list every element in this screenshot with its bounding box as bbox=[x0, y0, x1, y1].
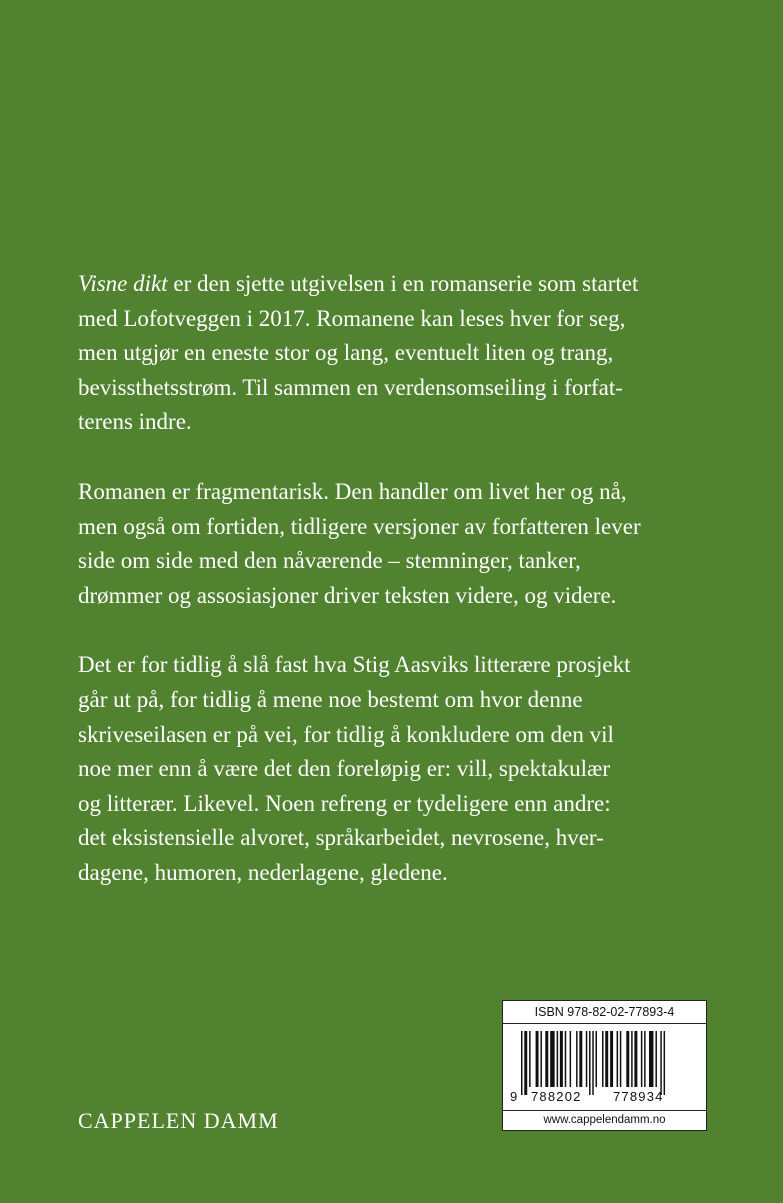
barcode-bar bbox=[660, 1031, 661, 1095]
barcode-bar bbox=[576, 1031, 577, 1087]
barcode-bar bbox=[579, 1031, 582, 1087]
barcode-bar bbox=[617, 1031, 618, 1087]
barcode-bar bbox=[529, 1031, 530, 1087]
blurb-line: går ut på, for tidlig å mene noe bestemt om hvor denne bbox=[78, 686, 583, 712]
blurb-line: det eksistensielle alvoret, språkarbeidet, nevrosene, hver- bbox=[78, 825, 604, 851]
blurb-line: dagene, humoren, nederlagene, gledene. bbox=[78, 859, 448, 885]
isbn-barcode-box bbox=[502, 1000, 707, 1131]
barcode-bar bbox=[586, 1031, 587, 1087]
blurb-line: men også om fortiden, tidligere versjoner av forfatteren lever bbox=[78, 513, 641, 539]
blurb-line: terens indre. bbox=[78, 409, 192, 435]
barcode-bar bbox=[631, 1031, 632, 1087]
blurb-line: Visne dikt er den sjette utgivelsen i en romanserie som startet bbox=[78, 271, 639, 296]
publisher-url: www.cappelendamm.no bbox=[543, 1114, 666, 1126]
blurb-line: Romanen er fragmentarisk. Den handler om livet her og nå, bbox=[78, 478, 627, 504]
blurb-line: noe mer enn å være det den foreløpig er: vill, spektakulær bbox=[78, 756, 611, 782]
barcode-bar bbox=[596, 1031, 597, 1087]
barcode-bar bbox=[592, 1031, 593, 1095]
blurb-paragraph-3 bbox=[78, 648, 718, 890]
barcode-bar bbox=[560, 1031, 563, 1087]
barcode-bar bbox=[626, 1031, 629, 1087]
barcode-bar bbox=[545, 1031, 548, 1087]
barcode-bar bbox=[620, 1031, 621, 1087]
blurb-paragraph-2 bbox=[78, 475, 718, 613]
divider bbox=[503, 1023, 706, 1024]
blurb-line: Det er for tidlig å slå fast hva Stig Aasviks litterære prosjekt bbox=[78, 652, 631, 678]
barcode-bar bbox=[521, 1031, 522, 1095]
barcode-bar bbox=[655, 1031, 656, 1087]
barcode-lead-digit: 9 bbox=[510, 1089, 518, 1104]
blurb-paragraph-1 bbox=[78, 267, 718, 440]
barcode-right-digits: 778934 bbox=[613, 1089, 664, 1104]
barcode-bar bbox=[641, 1031, 642, 1087]
barcode-bar bbox=[540, 1031, 541, 1087]
barcode-bar bbox=[570, 1031, 571, 1087]
barcode-bar bbox=[565, 1031, 566, 1087]
blurb-line: skriveseilasen er på vei, for tidlig å konkludere om den vil bbox=[78, 721, 614, 747]
barcode-bar bbox=[605, 1031, 608, 1087]
barcode-bar bbox=[634, 1031, 637, 1087]
publisher-logo: CAPPELEN DAMM bbox=[78, 1108, 279, 1133]
barcode-bar bbox=[602, 1031, 603, 1087]
barcode-bar bbox=[649, 1031, 653, 1087]
blurb-line: med Lofotveggen i 2017. Romanene kan leses hver for seg, bbox=[78, 305, 626, 331]
book-title-italic: Visne dikt bbox=[78, 271, 168, 296]
barcode-bar bbox=[664, 1031, 665, 1095]
barcode-bar bbox=[644, 1031, 645, 1087]
barcode-left-digits: 788202 bbox=[531, 1089, 582, 1104]
barcode-bar bbox=[524, 1031, 527, 1095]
barcode-bar bbox=[610, 1031, 613, 1087]
blurb-line: og litterær. Likevel. Noen refreng er tydeligere enn andre: bbox=[78, 790, 611, 816]
isbn-label: ISBN 978-82-02-77893-4 bbox=[534, 1005, 675, 1019]
blurb-line: men utgjør en eneste stor og lang, eventuelt liten og trang, bbox=[78, 340, 614, 366]
blurb-text bbox=[78, 267, 718, 926]
barcode-bar bbox=[550, 1031, 554, 1087]
barcode-bar bbox=[536, 1031, 539, 1087]
barcode-bar bbox=[557, 1031, 558, 1087]
divider bbox=[503, 1110, 706, 1111]
blurb-line: drømmer og assosiasjoner driver teksten videre, og videre. bbox=[78, 582, 617, 608]
barcode-bar bbox=[589, 1031, 590, 1095]
blurb-line: bevissthetsstrøm. Til sammen en verdensomseiling i forfat- bbox=[78, 374, 623, 400]
blurb-line: side om side med den nåværende – stemninger, tanker, bbox=[78, 548, 581, 574]
